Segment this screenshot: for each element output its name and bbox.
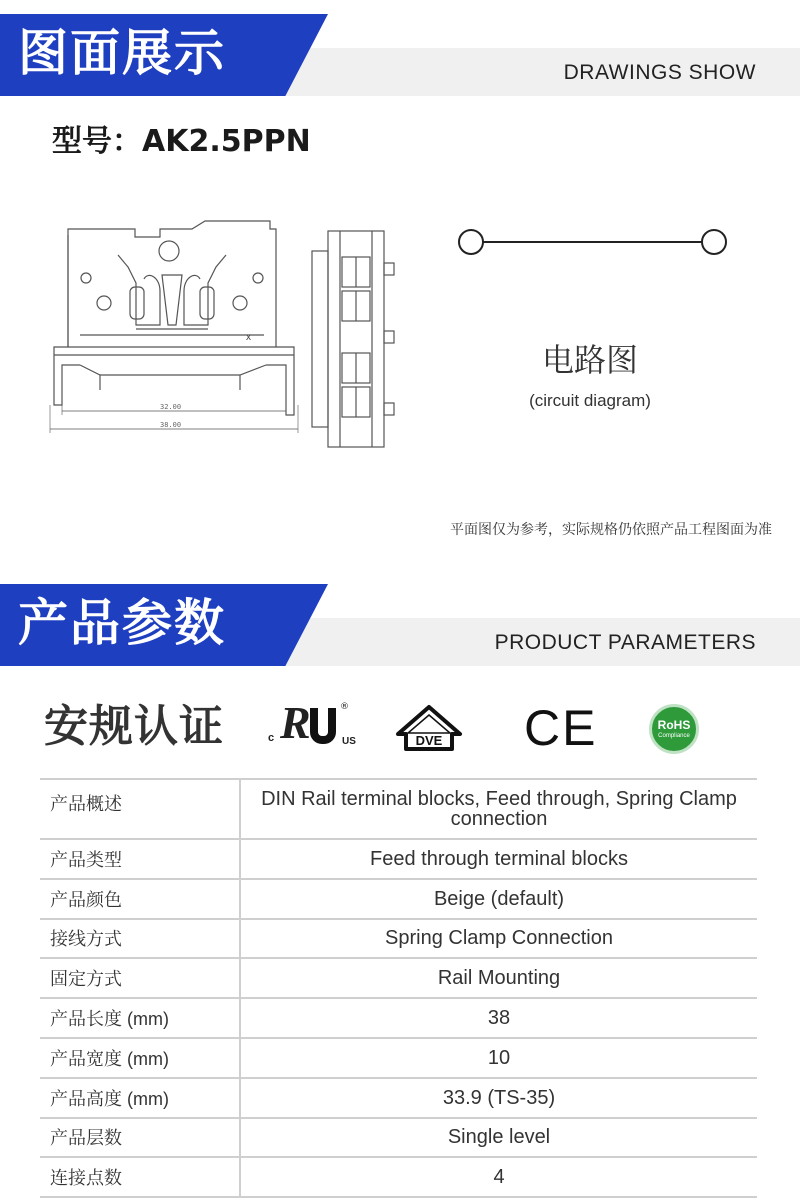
terminal-block-drawing <box>40 215 420 455</box>
param-key: 产品概述 <box>40 779 240 839</box>
section-subtitle-drawings: DRAWINGS SHOW <box>563 61 756 84</box>
param-value: Spring Clamp Connection <box>240 919 757 959</box>
dim-inner-label: 32.00 <box>160 403 182 411</box>
param-key: 产品颜色 <box>40 879 240 919</box>
param-key: 产品层数 <box>40 1118 240 1158</box>
ul-us-label: US <box>342 736 356 747</box>
param-key: 连接点数 <box>40 1157 240 1197</box>
param-key: 固定方式 <box>40 958 240 998</box>
table-row <box>40 879 757 919</box>
param-key: 产品类型 <box>40 839 240 879</box>
rohs-sub-text: Compliance <box>658 733 690 739</box>
table-row <box>40 1118 757 1158</box>
table-row <box>40 1157 757 1197</box>
section-title-drawings: 图面展示 <box>18 24 226 82</box>
section-subtitle-params: PRODUCT PARAMETERS <box>494 631 756 654</box>
param-value: 4 <box>240 1157 757 1197</box>
section-title-params: 产品参数 <box>18 594 226 652</box>
reference-note: 平面图仅为参考，实际规格仍依照产品工程图面为准 <box>450 522 772 538</box>
rohs-text: RoHS <box>657 718 691 732</box>
rohs-certification-icon <box>649 704 699 754</box>
product-parameters-banner <box>0 570 800 666</box>
ul-u-shape <box>310 708 336 744</box>
parameters-table <box>40 778 757 1198</box>
table-row <box>40 998 757 1038</box>
drawings-show-banner <box>0 0 800 96</box>
param-value-line: connection <box>450 808 548 830</box>
table-row <box>40 779 757 839</box>
circuit-symbol <box>450 222 740 262</box>
param-key: 产品高度 (mm) <box>40 1078 240 1118</box>
ul-certification-icon <box>268 697 358 752</box>
ul-registered-mark: ® <box>340 702 349 712</box>
vde-certification-icon <box>394 704 464 752</box>
table-row <box>40 958 757 998</box>
param-value: 33.9 (TS-35) <box>240 1078 757 1118</box>
param-key: 产品长度 (mm) <box>40 998 240 1038</box>
drawing-mark: x <box>246 332 251 343</box>
dim-outer-label: 38.00 <box>160 421 182 429</box>
table-row <box>40 839 757 879</box>
model-label: 型号：AK2.5PPN <box>52 124 311 159</box>
param-value-line: DIN Rail terminal blocks, Feed through, Spring Clamp <box>261 788 737 810</box>
table-row <box>40 1078 757 1118</box>
certification-label: 安规认证 <box>44 701 224 752</box>
param-value <box>240 779 757 839</box>
param-value: 10 <box>240 1038 757 1078</box>
param-value: Beige (default) <box>240 879 757 919</box>
param-value: Rail Mounting <box>240 958 757 998</box>
table-row <box>40 919 757 959</box>
circuit-subtitle: (circuit diagram) <box>529 391 651 410</box>
param-value: 38 <box>240 998 757 1038</box>
table-row <box>40 1038 757 1078</box>
vde-letters: DVE <box>415 733 443 748</box>
ul-c-label: c <box>268 732 275 744</box>
ul-r-label: R <box>280 697 305 748</box>
param-value: Single level <box>240 1118 757 1158</box>
param-key: 接线方式 <box>40 919 240 959</box>
ce-certification-icon: CE <box>524 700 598 756</box>
param-key: 产品宽度 (mm) <box>40 1038 240 1078</box>
circuit-title: 电路图 <box>541 341 638 379</box>
param-value: Feed through terminal blocks <box>240 839 757 879</box>
